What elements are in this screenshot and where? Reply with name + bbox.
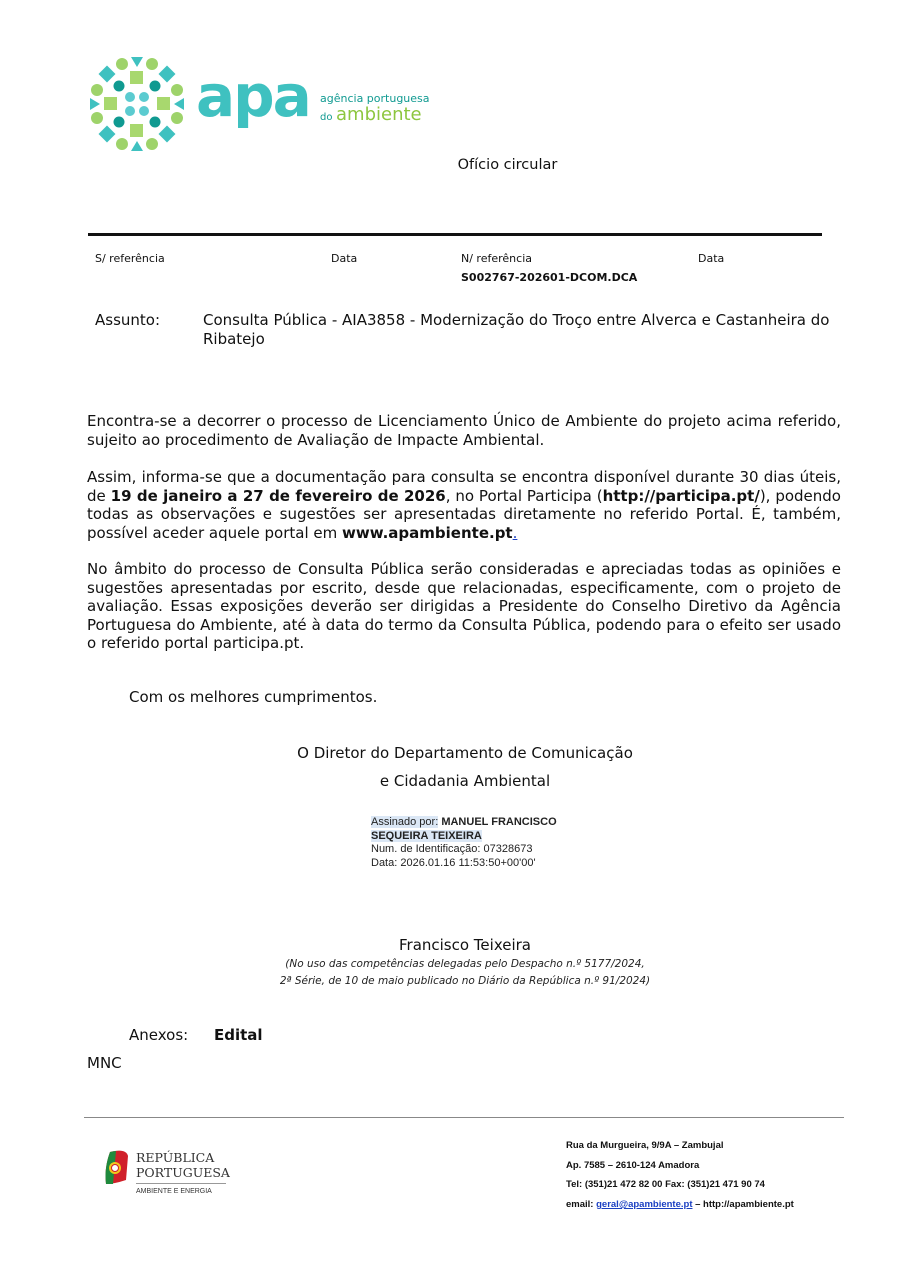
gov-logo-divider <box>136 1183 226 1184</box>
your-reference-label: S/ referência <box>95 252 165 265</box>
body-paragraph-1: Encontra-se a decorrer o processo de Licenciamento Único de Ambiente do projeto acima referido, sujeito ao procedimento de Avaliação de Impacte Ambiental. <box>87 412 841 449</box>
republica-portuguesa-logo <box>104 1150 234 1205</box>
annex-label: Anexos: <box>129 1026 189 1044</box>
closing-salutation: Com os melhores cumprimentos. <box>129 688 378 706</box>
p2-text-a: Assim, informa-se que a documentação para consulta se encontra disponível durante 30 dias úteis, de <box>87 468 841 505</box>
signer-title-line1: O Diretor do Departamento de Comunicação <box>297 744 633 762</box>
footer-email-line <box>566 1199 794 1210</box>
signer-name-line1: MANUEL FRANCISCO <box>441 816 557 828</box>
participa-link[interactable]: http://participa.pt/ <box>602 486 760 505</box>
gov-logo-line1: REPÚBLICA <box>136 1150 215 1165</box>
signature-date: Data: 2026.01.16 11:53:50+00'00' <box>371 856 536 869</box>
apa-logo-mark <box>86 53 188 155</box>
subject-text: Consulta Pública - AIA3858 - Modernização do Troço entre Alverca e Castanheira do Ribatejo <box>203 311 830 348</box>
signer-title-line2: e Cidadania Ambiental <box>379 772 551 790</box>
digital-signature-block[interactable] <box>371 816 557 870</box>
flag-emblem-icon <box>104 1150 130 1186</box>
subject-label: Assunto: <box>95 311 161 329</box>
our-reference-label: N/ referência <box>461 252 532 265</box>
p2-text-b: , no Portal Participa ( <box>445 486 603 505</box>
signer-id: Num. de Identificação: 07328673 <box>371 843 533 855</box>
logo-letters: apa <box>196 62 310 130</box>
our-date-label: Data <box>698 252 725 265</box>
body-paragraph-3: No âmbito do processo de Consulta Pública serão consideradas e apreciadas todas as opiniões e sugestões apresentadas por escrito, desde que relacionadas, especificamente, com o projeto de avaliação. Essas exposições deverão ser dirigidas a Presidente do Conselho Diretivo da Agência Portuguesa do Ambiente, até à data do termo da Consulta Pública, podendo para o efeito ser usado o referido portal participa.pt. <box>87 560 841 652</box>
footer-phone-line: Tel: (351)21 472 82 00 Fax: (351)21 471 90 74 <box>566 1179 765 1190</box>
header-divider <box>88 233 822 236</box>
delegation-line1: (No uso das competências delegadas pelo Despacho n.º 5177/2024, <box>285 958 645 970</box>
logo-pattern-icon <box>90 57 184 151</box>
our-reference-value: S002767-202601-DCOM.DCA <box>461 271 638 284</box>
footer-address-line1: Rua da Murgueira, 9/9A – Zambujal <box>566 1140 724 1151</box>
apa-logo-wordmark <box>196 62 436 140</box>
apambiente-link[interactable]: www.apambiente.pt <box>342 523 513 542</box>
logo-line1: agência portuguesa <box>320 92 430 105</box>
consultation-dates: 19 de janeiro a 27 de fevereiro de 2026 <box>110 486 446 505</box>
body-paragraph-2 <box>87 468 841 542</box>
signer-name-line2: SEQUEIRA TEIXEIRA <box>371 829 482 842</box>
signer-name: Francisco Teixeira <box>398 936 531 954</box>
signed-by-label: Assinado por: <box>371 816 439 828</box>
footer-address-line2: Ap. 7585 – 2610-124 Amadora <box>566 1160 700 1171</box>
your-date-label: Data <box>331 252 358 265</box>
p2-text-c: ), podendo todas as observações e sugestões ser apresentadas diretamente no referido Portal. É, também, possível aceder aquele portal em <box>87 486 841 542</box>
logo-line2-small: do <box>320 112 333 123</box>
author-initials: MNC <box>87 1054 122 1072</box>
document-type: Ofício circular <box>457 157 558 173</box>
footer-divider <box>84 1117 844 1118</box>
delegation-line2: 2ª Série, de 10 de maio publicado no Diário da República n.º 91/2024) <box>279 975 651 987</box>
logo-line2: ambiente <box>336 104 422 125</box>
email-label: email: <box>566 1199 597 1210</box>
gov-logo-line2: PORTUGUESA <box>136 1165 230 1180</box>
annex-value: Edital <box>214 1026 263 1044</box>
website-text: – http://apambiente.pt <box>692 1199 794 1210</box>
gov-logo-line3: AMBIENTE E ENERGIA <box>136 1188 212 1195</box>
p2-text-d: . <box>512 523 518 542</box>
email-link[interactable]: geral@apambiente.pt <box>596 1199 693 1210</box>
